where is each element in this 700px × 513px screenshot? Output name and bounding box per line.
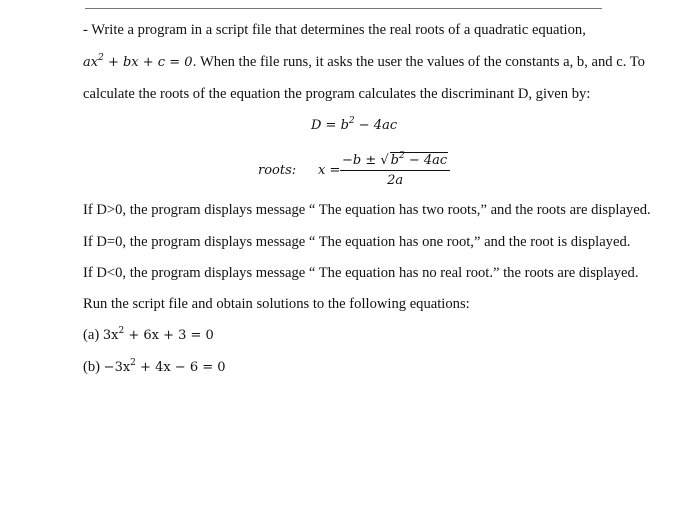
run-instruction: Run the script file and obtain solutions to the following equations: [83,296,470,312]
intro-line-3: calculate the roots of the equation the program calculates the discriminant D, given by: [83,86,591,102]
intro-line-1: - Write a program in a script file that determines the real roots of a quadratic equation, [83,22,586,38]
quadratic-equation: $ax^2$ + bx + c = 0. [83,53,197,70]
roots-lhs: x = [318,163,341,178]
problem-a: (a) $3x^2 + 6x + 3 = 0$ [83,326,214,343]
roots-label: roots: [258,163,297,178]
radicand: $b^2 - 4ac$ [390,151,448,168]
roots-formula [340,152,450,188]
roots-denominator: 2a [387,173,404,188]
top-rule [85,8,602,9]
roots-numerator: −b ± √ $b^2 - 4ac$ [340,152,450,171]
discriminant-formula: $D = b^2 - 4ac$ [311,116,398,133]
case-negative: If D<0, the program displays message “ The equation has no real root.” the roots are displayed. [83,265,639,281]
problem-b-equation: $-3x^2 + 4x - 6 = 0$ [103,358,226,375]
problem-b: $(b) -3x^2 + 4x - 6 = 0$ [83,358,226,375]
case-positive: If D>0, the program displays message “ The equation has two roots,” and the roots are displayed. [83,202,651,218]
case-zero: If D=0, the program displays message “ The equation has one root,” and the root is displayed. [83,234,631,250]
intro-line-2: $ax^2$ + bx + c = 0. When the file runs, it asks the user the values of the constants a, b, and c. To [83,53,645,70]
problem-a-equation: $3x^2 + 6x + 3 = 0$ [102,326,214,343]
